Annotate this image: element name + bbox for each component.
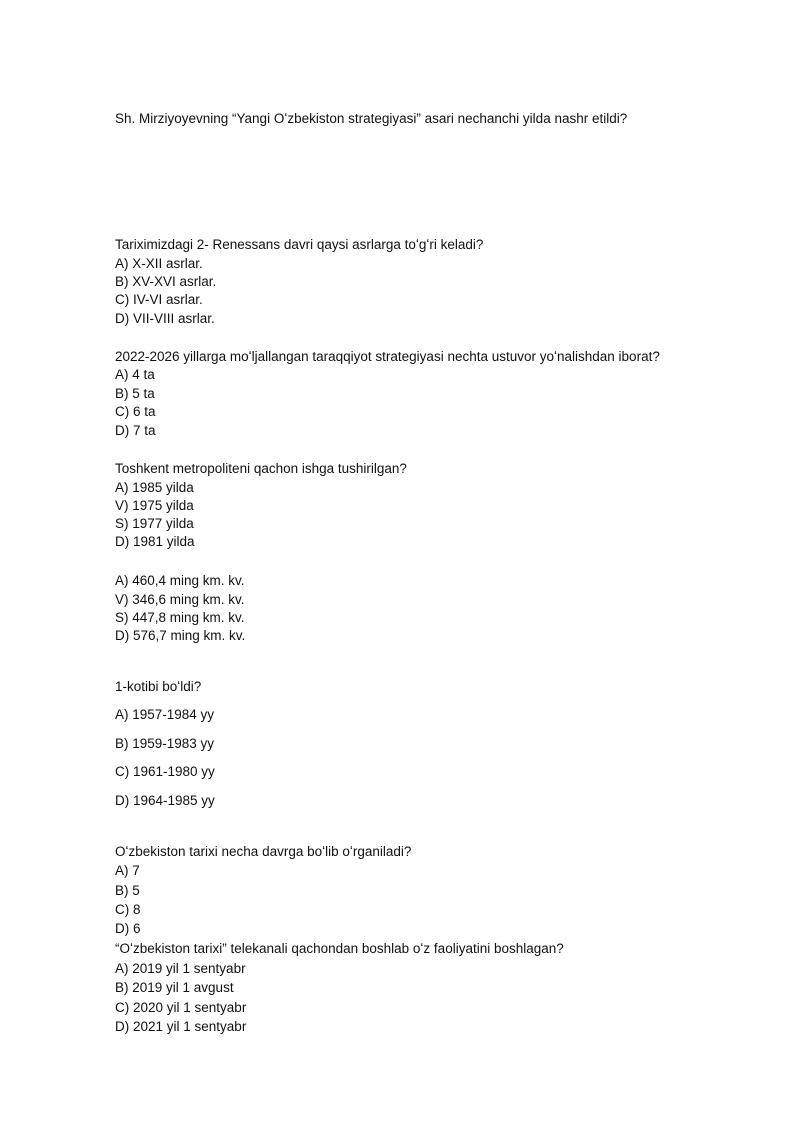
q8-option-a: A) 2019 yil 1 sentyabr xyxy=(115,961,246,976)
question-8: “Oʻzbekiston tarixi” telekanali qachondan boshlab oʻz faoliyatini boshlagan? xyxy=(115,941,564,956)
question-6: 1-kotibi boʻldi? xyxy=(115,679,202,694)
q2-option-d: D) VII-VIII asrlar. xyxy=(115,311,215,326)
q4-option-s: S) 1977 yilda xyxy=(115,516,194,531)
q6-option-b: B) 1959-1983 yy xyxy=(115,736,215,751)
question-1: Sh. Mirziyoyevning “Yangi Oʻzbekiston strategiyasi” asari nechanchi yilda nashr etildi? xyxy=(115,111,628,126)
q3-option-b: B) 5 ta xyxy=(115,386,155,401)
q5-option-a: A) 460,4 ming km. kv. xyxy=(115,573,245,588)
q5-option-s: S) 447,8 ming km. kv. xyxy=(115,610,245,625)
q8-option-c: C) 2020 yil 1 sentyabr xyxy=(115,1000,247,1015)
q2-option-c: C) IV-VI asrlar. xyxy=(115,292,203,307)
q8-option-b: B) 2019 yil 1 avgust xyxy=(115,980,234,995)
q4-option-a: A) 1985 yilda xyxy=(115,480,194,495)
q4-option-d: D) 1981 yilda xyxy=(115,534,195,549)
q6-option-a: A) 1957-1984 yy xyxy=(115,707,215,722)
question-2: Tariximizdagi 2- Renessans davri qaysi asrlarga toʻgʻri keladi? xyxy=(115,237,484,252)
q8-option-d: D) 2021 yil 1 sentyabr xyxy=(115,1019,247,1034)
q2-option-b: B) XV-XVI asrlar. xyxy=(115,274,217,289)
question-3: 2022-2026 yillarga moʻljallangan taraqqiyot strategiyasi nechta ustuvor yoʻnalishdan iborat? xyxy=(115,349,660,364)
question-4: Toshkent metropoliteni qachon ishga tushirilgan? xyxy=(115,461,407,476)
q5-option-d: D) 576,7 ming km. kv. xyxy=(115,628,246,643)
q3-option-a: A) 4 ta xyxy=(115,367,155,382)
q4-option-v: V) 1975 yilda xyxy=(115,498,194,513)
q7-option-a: A) 7 xyxy=(115,863,140,878)
q7-option-c: C) 8 xyxy=(115,902,141,917)
q2-option-a: A) X-XII asrlar. xyxy=(115,256,203,271)
q6-option-c: C) 1961-1980 yy xyxy=(115,764,215,779)
question-7: Oʻzbekiston tarixi necha davrga boʻlib oʻrganiladi? xyxy=(115,844,412,859)
q3-option-c: C) 6 ta xyxy=(115,404,156,419)
q3-option-d: D) 7 ta xyxy=(115,423,156,438)
q7-option-d: D) 6 xyxy=(115,921,141,936)
q7-option-b: B) 5 xyxy=(115,883,140,898)
q5-option-v: V) 346,6 ming km. kv. xyxy=(115,592,245,607)
q6-option-d: D) 1964-1985 yy xyxy=(115,793,215,808)
